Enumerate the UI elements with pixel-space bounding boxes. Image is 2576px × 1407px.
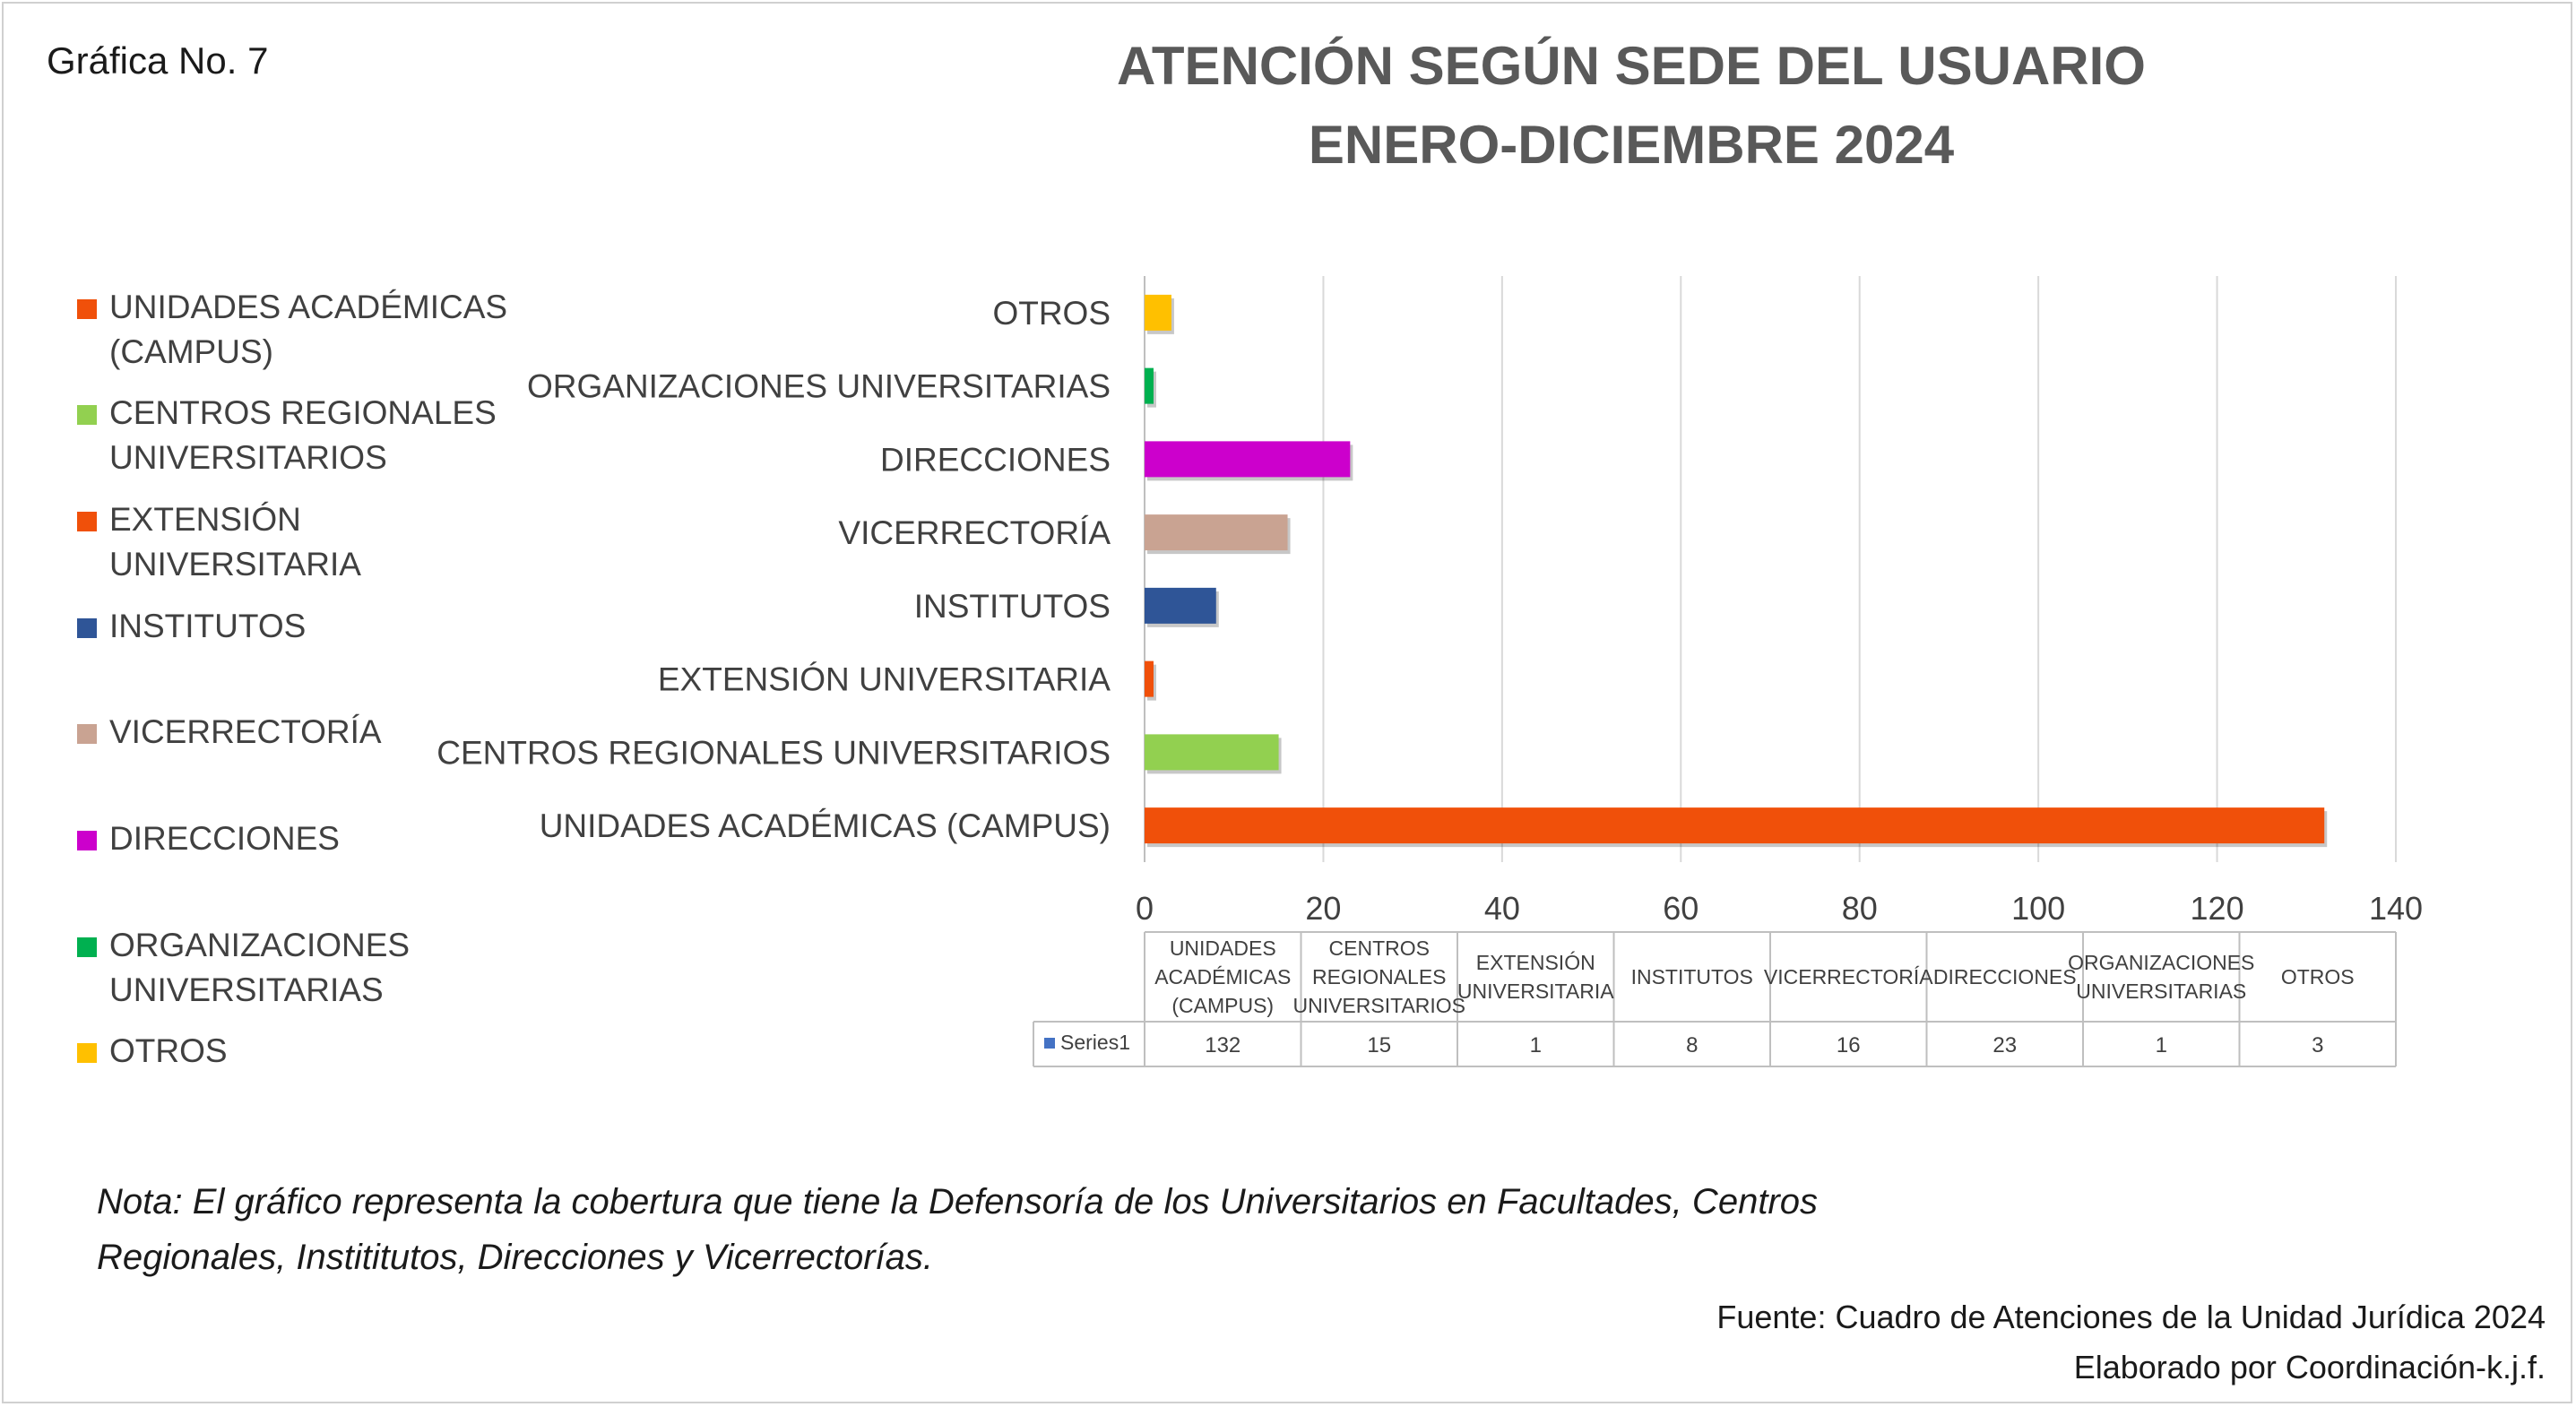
table-header-line: OTROS [2280, 965, 2355, 988]
x-tick-label: 140 [2368, 890, 2424, 927]
x-tick-label: 120 [2190, 890, 2244, 927]
chart-title-line2: ENERO-DICIEMBRE 2024 [1308, 115, 1955, 175]
category-label: DIRECCIONES [880, 441, 1111, 479]
x-tick-label: 20 [1305, 890, 1342, 927]
x-tick-labels [1136, 890, 2423, 927]
table-value: 23 [1993, 1033, 2018, 1057]
table-header-line: UNIVERSITARIA [1457, 980, 1614, 1003]
table-header-line: (CAMPUS) [1171, 994, 1275, 1017]
category-label: EXTENSIÓN UNIVERSITARIA [657, 660, 1111, 698]
category-label: OTROS [992, 294, 1111, 332]
table-header [1631, 965, 1753, 988]
table-value: 1 [1529, 1033, 1542, 1057]
table-value: 15 [1367, 1033, 1392, 1057]
legend-label: INSTITUTOS [109, 608, 307, 644]
category-label: CENTROS REGIONALES UNIVERSITARIOS [437, 734, 1111, 772]
table-value: 132 [1205, 1033, 1241, 1057]
table-header [2068, 951, 2254, 1003]
table-header [1764, 965, 1933, 988]
legend-label: DIRECCIONES [109, 820, 340, 857]
category-label: UNIDADES ACADÉMICAS (CAMPUS) [539, 807, 1111, 845]
table-header [1933, 965, 2077, 988]
legend-label: VICERRECTORÍA [109, 713, 382, 750]
gridlines [1145, 276, 2396, 862]
table-value: 1 [2155, 1033, 2167, 1057]
legend-label: ORGANIZACIONES UNIVERSITARIAS [109, 927, 411, 1008]
chart-title-line1: ATENCIÓN SEGÚN SEDE DEL USUARIO [1117, 36, 2146, 96]
table-header-line: CENTROS [1328, 937, 1430, 960]
x-tick-label: 100 [2011, 890, 2066, 927]
bar [1145, 514, 1288, 550]
bar [1145, 441, 1350, 477]
series-key-label: Series1 [1060, 1031, 1130, 1054]
table-header-line: ORGANIZACIONES [2068, 951, 2255, 974]
bar [1145, 295, 1171, 331]
table-header-line: UNIDADES [1169, 937, 1276, 960]
bar [1145, 807, 2324, 843]
x-tick-label: 40 [1483, 890, 1520, 927]
x-tick-label: 0 [1135, 890, 1154, 927]
table-header-line: VICERRECTORÍA [1763, 965, 1933, 988]
bar [1145, 588, 1216, 624]
table-header-line: DIRECCIONES [1932, 965, 2077, 988]
legend-label: UNIDADES ACADÉMICAS (CAMPUS) [109, 289, 508, 370]
category-label: ORGANIZACIONES UNIVERSITARIAS [526, 367, 1111, 405]
source-line: Fuente: Cuadro de Atenciones de la Unidad Jurídica 2024 [1716, 1299, 2546, 1335]
series-key-swatch [1044, 1038, 1055, 1049]
bar [1145, 734, 1279, 770]
table-header [1292, 937, 1465, 1017]
table-header [1154, 937, 1291, 1017]
table-header [1457, 951, 1614, 1003]
data-table [1033, 932, 2396, 1066]
table-header-line: UNIVERSITARIAS [2076, 980, 2247, 1003]
bar [1145, 368, 1154, 404]
source [1470, 1292, 2546, 1393]
category-label: INSTITUTOS [913, 587, 1111, 625]
table-value: 3 [2312, 1033, 2324, 1057]
bars [1145, 295, 2327, 847]
bar [1145, 661, 1154, 697]
x-tick-label: 60 [1663, 890, 1699, 927]
legend-label: CENTROS REGIONALES UNIVERSITARIOS [109, 394, 497, 476]
legend-label: EXTENSIÓN UNIVERSITARIA [109, 501, 361, 583]
table-header-line: EXTENSIÓN [1475, 951, 1595, 974]
legend-label: OTROS [109, 1032, 228, 1069]
x-tick-label: 80 [1841, 890, 1878, 927]
category-labels [437, 295, 1111, 844]
category-label: VICERRECTORÍA [838, 514, 1111, 552]
note: Nota: El gráfico representa la cobertura que tiene la Defensoría de los Universitarios en Facultades, Centros Regionales, Instititutos, Direcciones y Vicerrectorías. [97, 1182, 1818, 1277]
table-header-line: INSTITUTOS [1630, 965, 1753, 988]
credit-line: Elaborado por Coordinación-k.j.f. [2073, 1349, 2546, 1385]
table-value: 8 [1686, 1033, 1699, 1057]
table-value: 16 [1836, 1033, 1861, 1057]
figure-label: Gráfica No. 7 [47, 39, 269, 82]
table-header-line: REGIONALES [1311, 965, 1447, 988]
table-header-line: ACADÉMICAS [1154, 965, 1292, 988]
table-header [2281, 965, 2355, 988]
table-header-line: UNIVERSITARIOS [1292, 994, 1466, 1017]
